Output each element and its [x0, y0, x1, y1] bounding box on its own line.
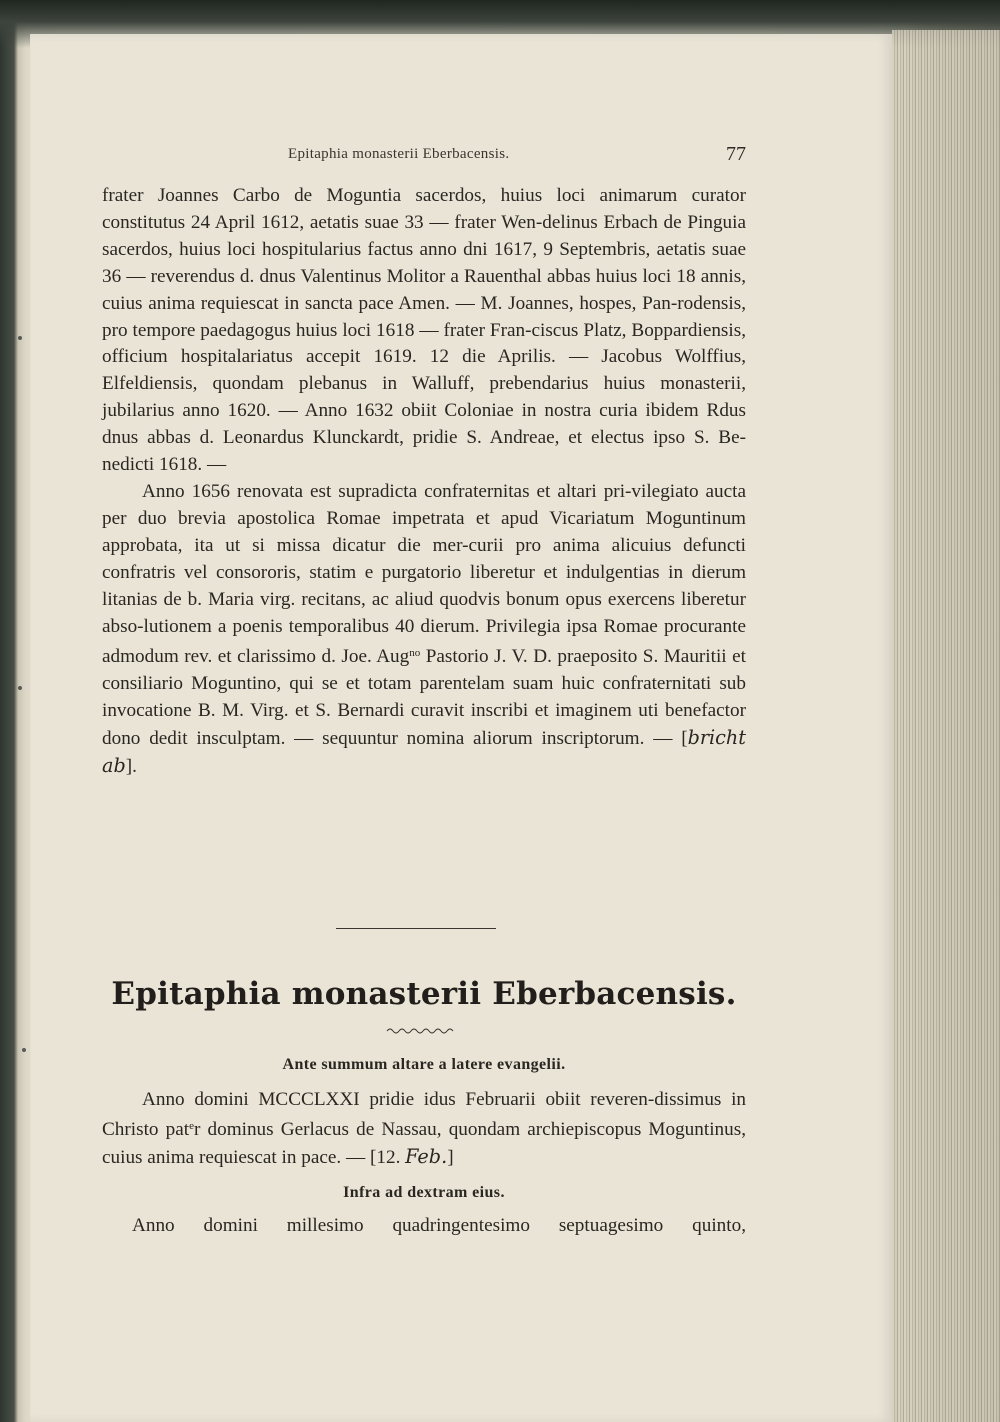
text-run: r dominus Gerlacus de Nassau, quondam archiepiscopus Moguntinus, cuius anima requiescat in pace. — [12. [102, 1119, 746, 1168]
subheading: Infra ad dextram eius. [343, 1184, 505, 1201]
paragraph-confraternitas [102, 479, 746, 781]
margin-mark [18, 336, 22, 340]
wave-ornament [385, 1026, 455, 1036]
running-title: Epitaphia monasterii Eberbacensis. [288, 146, 510, 162]
paragraph [102, 1086, 746, 1171]
fraktur-note: bricht ab [102, 726, 746, 778]
margin-mark [18, 686, 22, 690]
subheading: Ante summum altare a latere evangelii. [282, 1056, 566, 1073]
text-run: ]. [125, 756, 137, 778]
main-text [102, 183, 746, 781]
paragraph: frater Joannes Carbo de Moguntia sacerdos, huius loci animarum curator constitutus 24 April 1612, aetatis suae 33 — frater Wen-delinus Erbach de Pinguia sacerdos, huius loci hospitularius factus anno dni 1617, 9 Septembris, aetatis suae 36 — reverendus d. dnus Valentinus Molitor a Rauenthal abbas huius loci 18 annis, cuius anima requiescat in sancta pace Amen. — M. Joannes, hospes, Pan-rodensis, pro tempore paedagogus huius loci 1618 — frater Fran-ciscus Platz, Boppardiensis, officium hospitalariatus accepit 1619. 12 die Aprilis. — Jacobus Wolffius, Elfeldiensis, quondam plebanus in Walluff, prebendarius huius monasterii, jubilarius anno 1620. — Anno 1632 obiit Coloniae in nostra curia ibidem Rdus dnus abbas d. Leonardus Klunckardt, pridie S. Andreae, et electus ipso S. Be-nedicti 1618. — [102, 185, 746, 476]
text-run: Pastorio J. V. D. praeposito S. Mauritii et consiliario Moguntino, qui se et totam parentelam suam huic confraternitati sub invocatione B. M. Virg. et S. Bernardi curavit inscribi et imaginem uti benefactor dono dedit insculptam. — sequuntur nomina aliorum inscriptorum. — [ [102, 646, 746, 750]
text-run: Anno 1656 renovata est supradicta confraternitas et altari pri-vilegiato aucta per duo brevia apostolica Romae impetrata et apud Vicariatum Moguntinum approbata, ita ut si missa dicatur die mer-curii pro anima alicuius defuncti confratris vel consororis, statim e purgatorio liberetur et indulgentias in dierum litanias de b. Maria virg. recitans, ac aliud quodvis bonum opus exercens liberetur abso-lutionem a poenis temporalibus 40 dierum. Privilegia ipsa Romae procurante admodum rev. et clarissimo d. Joe. Aug [102, 480, 746, 668]
epitaph-entry [102, 1212, 746, 1239]
margin-mark [22, 1048, 26, 1052]
text-run: ] [447, 1147, 454, 1168]
section-divider [336, 928, 496, 929]
fraktur-note: Feb. [405, 1145, 448, 1168]
superscript: no [409, 647, 421, 660]
superscript: e [189, 1120, 194, 1132]
page-edges [892, 30, 1000, 1422]
page-number: 77 [726, 143, 746, 165]
paragraph: Anno domini millesimo quadringentesimo septuagesimo quinto, [132, 1215, 746, 1236]
section-title: Epitaphia monasterii Eberbacensis. [111, 976, 737, 1012]
epitaph-entry [102, 1086, 746, 1171]
text-run: Anno domini MCCCLXXI pridie idus Februarii obiit reveren-dissimus in Christo pat [102, 1089, 746, 1140]
